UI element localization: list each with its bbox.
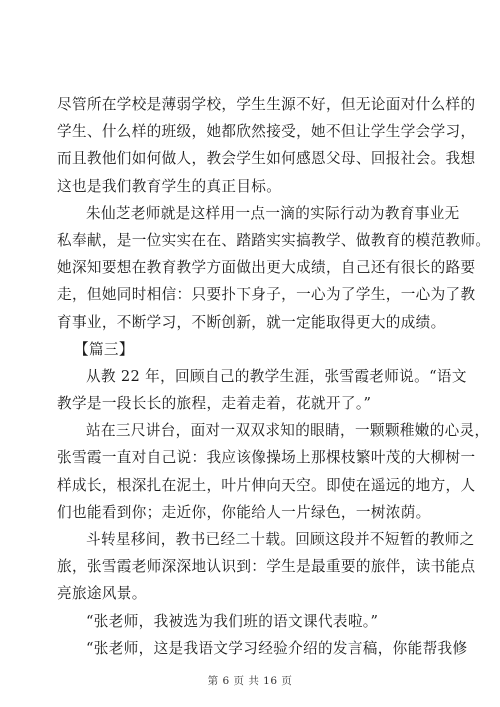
text-line: 斗转星移间，教书已经二十载。回顾这段并不短暂的教师之 (86, 531, 475, 548)
text-line: 教学是一段长长的旅程，走着走着，花就开了。” (57, 395, 372, 413)
text-line: 私奉献，是一位实实在在、踏踏实实搞教学、做教育的模范教师。 (57, 231, 491, 249)
text-line: 学生、什么样的班级，她都欣然接受，她不但让学生学会学习， (57, 123, 476, 141)
text-line: 这也是我们教育学生的真正目标。 (57, 177, 282, 195)
text-line: 从教 22 年，回顾自己的教学生涯，张雪霞老师说。“语文 (86, 367, 467, 385)
text-line: 们也能看到你；走近你，你能给人一片绿色，一树浓荫。 (57, 503, 431, 521)
text-line: 样成长，根深扎在泥土，叶片伸向天空。即使在遥远的地方，人 (57, 476, 476, 494)
text-line: 走，但她同时相信：只要扑下身子，一心为了学生，一心为了教 (57, 286, 476, 304)
text-line: 亮旅途风景。 (57, 585, 147, 603)
text-line: 张雪霞一直对自己说：我应该像操场上那棵枝繁叶茂的大柳树一 (57, 449, 476, 467)
document-body (57, 91, 491, 662)
text-line: 育事业，不断学习，不断创新，就一定能取得更大的成绩。 (57, 313, 446, 331)
text-line: 而且教他们如何做人，教会学生如何感恩父母、回报社会。我想 (57, 150, 476, 168)
page-footer: 第 6 页 共 16 页 (207, 675, 293, 687)
text-line: 她深知要想在教育教学方面做出更大成绩，自己还有很长的路要 (57, 259, 476, 277)
section-heading: 【篇三】 (74, 340, 134, 358)
text-line: 站在三尺讲台，面对一双双求知的眼睛，一颗颗稚嫩的心灵， (86, 422, 490, 440)
text-line: “张老师，我被选为我们班的语文课代表啦。” (86, 612, 379, 630)
text-line: 旅，张雪霞老师深深地认识到：学生是最重要的旅伴，读书能点 (57, 558, 476, 576)
text-line: 朱仙芝老师就是这样用一点一滴的实际行动为教育事业无 (86, 204, 460, 222)
text-line: “张老师，这是我语文学习经验介绍的发言稿，你能帮我修 (86, 639, 468, 657)
text-line: 尽管所在学校是薄弱学校，学生生源不好，但无论面对什么样的 (57, 96, 476, 113)
